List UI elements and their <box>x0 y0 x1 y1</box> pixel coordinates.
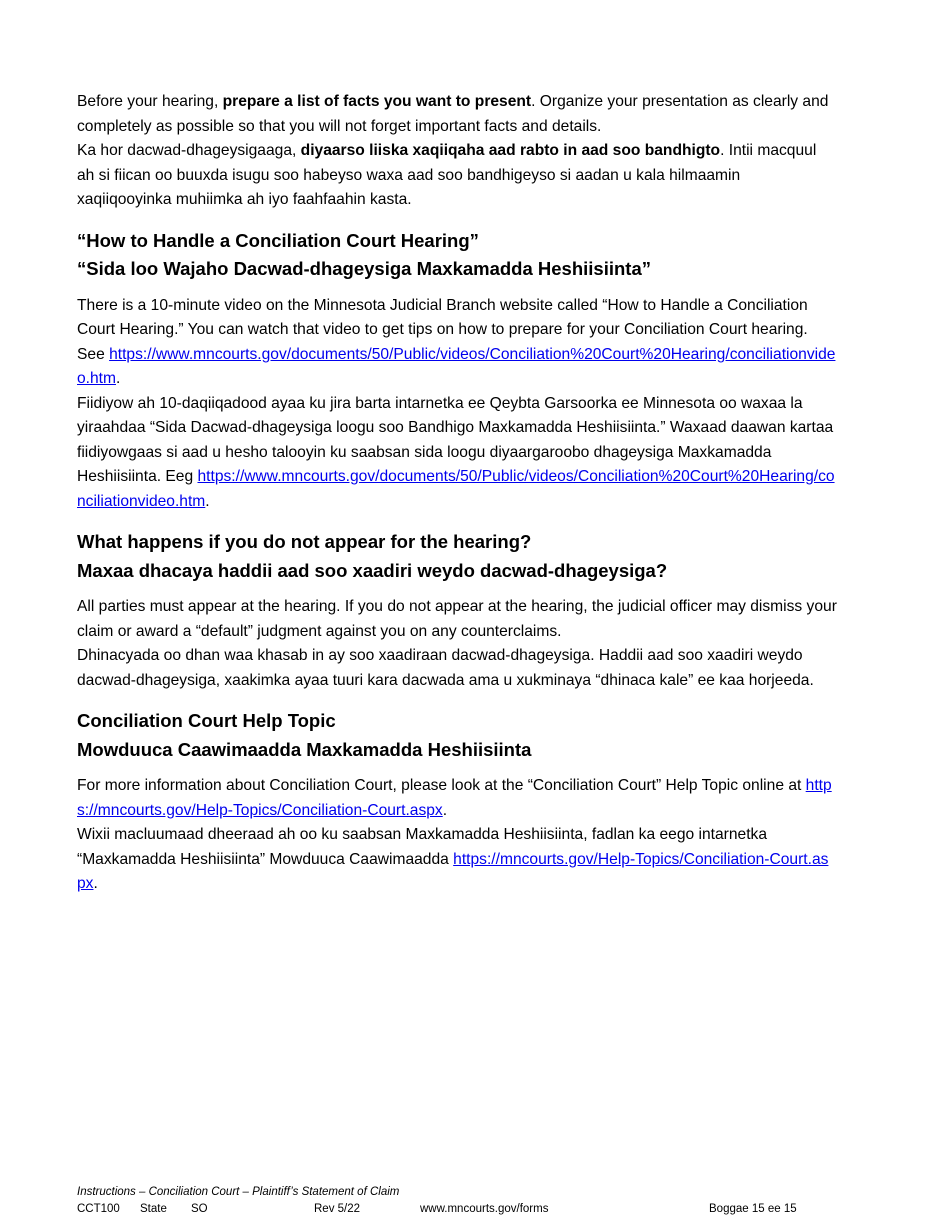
help-link-somali[interactable]: https://mncourts.gov/Help-Topics/Conciliation-Court.aspx <box>77 850 829 892</box>
video-text-english: There is a 10-minute video on the Minnesota Judicial Branch website called “How to Handle a Conciliation Court Hearing.” You can watch that video to get tips on how to prepare for your Conciliation Court hearing. See https://www.mncourts.gov/documents/50/Public/videos/Conciliation%20Court%20Hearing/conciliationvideo.htm. <box>77 296 836 387</box>
footer-state: State <box>140 1203 167 1215</box>
intro-somali: Ka hor dacwad-dhageysigaaga, diyaarso liiska xaqiiqaha aad rabto in aad soo bandhigto. Intii macquul ah si fiican oo buuxda isugu soo habeyso waxa aad soo bandhigeyso si aadan u kala hilmaamin xaqiiqooyinka muhiimka ah iyo faahfaahin kasta. <box>77 142 817 208</box>
footer-language: SO <box>191 1203 208 1215</box>
video-heading-somali: “Sida loo Wajaho Dacwad-dhageysiga Maxkamadda Heshiisiinta” <box>77 258 651 279</box>
intro-english-emphasis: prepare a list of facts you want to present <box>222 93 532 110</box>
absence-section <box>77 528 837 693</box>
video-heading-english: “How to Handle a Conciliation Court Hearing” <box>77 229 479 251</box>
footer-form-code: CCT100 <box>77 1203 120 1215</box>
footer-page-number: Boggae 15 ee 15 <box>709 1203 797 1215</box>
footer-forms-url: www.mncourts.gov/forms <box>420 1203 549 1215</box>
page-footer <box>77 1184 837 1218</box>
document-body <box>77 90 837 897</box>
video-link-english[interactable]: https://www.mncourts.gov/documents/50/Public/videos/Conciliation%20Court%20Hearing/conciliationvideo.htm <box>77 345 836 387</box>
absence-text-somali: Dhinacyada oo dhan waa khasab in ay soo xaadiraan dacwad-dhageysiga. Haddii aad soo xaadiri weydo dacwad-dhageysiga, xaakimka ayaa tuuri kara dacwada ama u xukminaya “dhinaca kale” ee kaa horjeeda. <box>77 647 814 689</box>
help-text-somali: Wixii macluumaad dheeraad ah oo ku saabsan Maxkamadda Heshiisiinta, fadlan ka eego intarnetka “Maxkamadda Heshiisiinta” Mowduuca Caawimaadda https://mncourts.gov/Help-Topics/Conciliation-Court.aspx. <box>77 826 829 892</box>
footer-meta-row <box>77 1201 837 1218</box>
help-link-english[interactable]: https://mncourts.gov/Help-Topics/Conciliation-Court.aspx <box>77 777 832 819</box>
video-section <box>77 227 837 515</box>
intro-english: Before your hearing, prepare a list of facts you want to present. Organize your presentation as clearly and completely as possible so that you will not forget important facts and details. <box>77 93 829 135</box>
video-link-somali[interactable]: https://www.mncourts.gov/documents/50/Public/videos/Conciliation%20Court%20Hearing/conciliationvideo.htm <box>77 468 835 510</box>
help-heading-english: Conciliation Court Help Topic <box>77 710 336 731</box>
absence-heading-somali: Maxaa dhacaya haddii aad soo xaadiri weydo dacwad-dhageysiga? <box>77 559 668 581</box>
help-section <box>77 707 837 897</box>
absence-text-english: All parties must appear at the hearing. If you do not appear at the hearing, the judicial officer may dismiss your claim or award a “default” judgment against you on any counterclaims. <box>77 598 837 640</box>
intro-somali-emphasis: diyaarso liiska xaqiiqaha aad rabto in aad soo bandhigto <box>300 142 721 159</box>
video-text-somali: Fiidiyow ah 10-daqiiqadood ayaa ku jira barta intarnetka ee Qeybta Garsoorka ee Minnesota oo waxaa la yiraahdaa “Sida Dacwad-dhageysiga loogu soo Bandhigo Maxkamadda Heshiisiinta.” Waxaad daawan kartaa fiidiyowgaas si aad u hesho talooyin ku saabsan sida loogu diyaargaroobo dhageysiga Maxkamadda Heshiisiinta. Eeg https://www.mncourts.gov/documents/50/Public/videos/Conciliation%20Court%20Hearing/conciliationvideo.htm. <box>77 394 835 510</box>
footer-form-title: Instructions – Conciliation Court – Plaintiff’s Statement of Claim <box>77 1186 400 1198</box>
help-text-english: For more information about Conciliation Court, please look at the “Conciliation Court” Help Topic online at https://mncourts.gov/Help-Topics/Conciliation-Court.aspx. <box>77 777 832 819</box>
intro-block <box>77 90 837 213</box>
help-heading-somali: Mowduuca Caawimaadda Maxkamadda Heshiisiinta <box>77 738 532 760</box>
absence-heading-english: What happens if you do not appear for the hearing? <box>77 531 532 552</box>
footer-revision: Rev 5/22 <box>314 1203 361 1215</box>
